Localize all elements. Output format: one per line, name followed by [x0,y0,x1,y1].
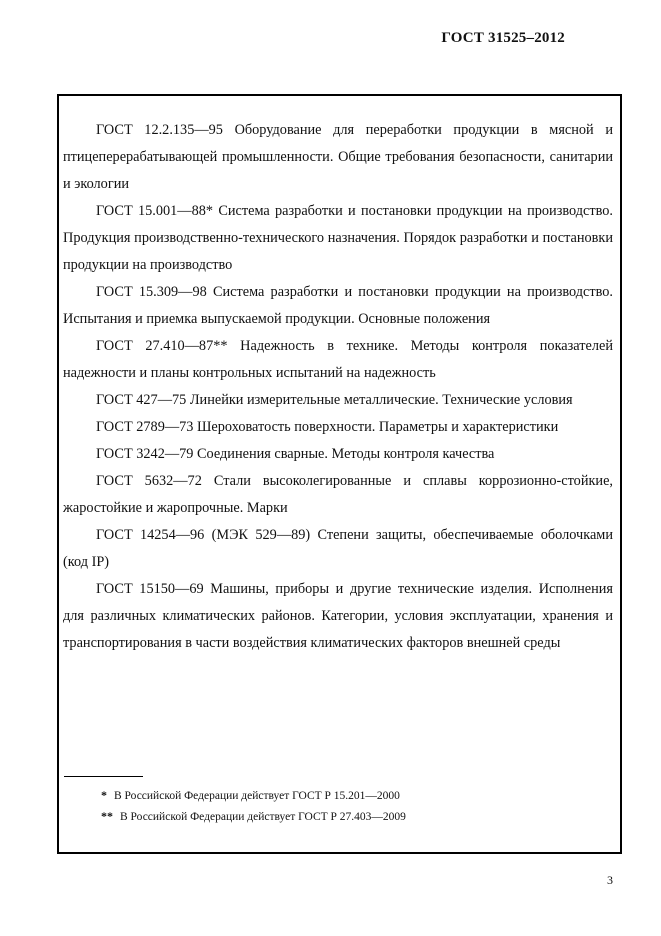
reference-item: ГОСТ 15.001—88* Система разработки и постановки продукции на производство. Продукция производственно-технического назначения. Порядок разработки и постановки продукции на производство [63,203,613,273]
reference-item: ГОСТ 27.410—87** Надежность в технике. Методы контроля показателей надежности и планы контрольных испытаний на надежность [63,338,613,381]
content-frame [57,94,622,854]
footnote-text: В Российской Федерации действует ГОСТ Р 27.403—2009 [120,811,406,823]
footnote-separator [64,776,143,777]
reference-item: ГОСТ 2789—73 Шероховатость поверхности. Параметры и характеристики [96,419,559,435]
footnote-1 [101,788,400,803]
page-number: 3 [607,873,613,887]
normative-references-list [63,117,613,657]
reference-item: ГОСТ 15150—69 Машины, приборы и другие технические изделия. Исполнения для различных климатических районов. Категории, условия эксплуатации, хранения и транспортирования в части воздействия климатических факторов внешней среды [63,581,613,651]
footnote-2 [101,809,406,824]
reference-item: ГОСТ 427—75 Линейки измерительные металлические. Технические условия [96,392,573,408]
reference-item: ГОСТ 3242—79 Соединения сварные. Методы контроля качества [96,446,495,462]
document-code-header: ГОСТ 31525–2012 [441,30,565,46]
footnote-text: В Российской Федерации действует ГОСТ Р 15.201—2000 [114,790,400,802]
reference-item: ГОСТ 12.2.135—95 Оборудование для переработки продукции в мясной и птицеперерабатывающей промышленности. Общие требования безопасности, санитарии и экологии [63,122,613,192]
reference-item: ГОСТ 14254—96 (МЭК 529—89) Степени защиты, обеспечиваемые оболочками (код IP) [63,527,613,570]
footnote-marker: ** [101,809,113,823]
reference-item: ГОСТ 15.309—98 Система разработки и постановки продукции на производство. Испытания и приемка выпускаемой продукции. Основные положения [63,284,613,327]
footnote-marker: * [101,788,107,802]
reference-item: ГОСТ 5632—72 Стали высоколегированные и сплавы коррозионно-стойкие, жаростойкие и жаропрочные. Марки [63,473,613,516]
